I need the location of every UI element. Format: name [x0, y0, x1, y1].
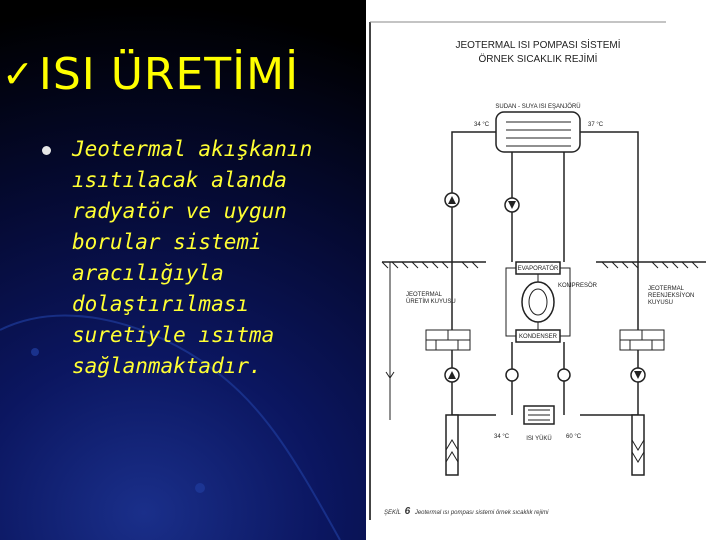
evaporator-label: EVAPORATÖR — [517, 266, 559, 272]
schematic-diagram — [366, 0, 720, 540]
well-label-line: JEOTERMAL — [406, 292, 443, 298]
exchanger-label: SUDAN - SUYA ISI EŞANJÖRÜ — [495, 104, 581, 110]
figure-title-line1: JEOTERMAL ISI POMPASI SİSTEMİ — [455, 40, 621, 51]
well-label-line: JEOTERMAL — [648, 286, 685, 292]
slide-title-text: ISI ÜRETİMİ — [38, 48, 300, 100]
production-well-label — [406, 292, 456, 305]
well-label-line: ÜRETİM KUYUSU — [406, 299, 456, 305]
reinjection-well-label — [648, 286, 694, 306]
production-well — [446, 415, 458, 475]
reinjection-well — [632, 415, 644, 475]
figure-title-line2: ÖRNEK SICAKLIK REJİMİ — [478, 54, 598, 65]
pump-icon-6 — [558, 369, 570, 381]
compressor — [522, 282, 554, 322]
well-label-line: KUYUSU — [648, 300, 674, 306]
temp-left-bottom: 34 °C — [494, 434, 510, 440]
heatpump-left-loop — [506, 268, 516, 336]
bullet-dot-icon — [42, 146, 51, 155]
schematic-figure — [366, 0, 720, 540]
consumer-label: ISI YÜKÜ — [526, 436, 552, 442]
bullet-text: Jeotermal akışkanın ısıtılacak alanda radyatör ve uygun borular sistemi aracılığıyla dolaştırılması suretiyle ısıtma sağlanmaktadır. — [72, 137, 313, 378]
temp-right-bottom: 60 °C — [566, 434, 582, 440]
slide-title — [2, 44, 299, 104]
caption-text: Jeotermal ısı pompası sistemi örnek sıcaklık rejimi — [414, 510, 549, 516]
condenser-label: KONDENSER — [518, 334, 558, 340]
pump-icon-5 — [506, 369, 518, 381]
well-label-line: REENJEKSİYON — [648, 293, 695, 299]
heatpump-right-loop — [560, 268, 570, 336]
compressor-label: KOMPRESÖR — [558, 283, 598, 289]
figure-caption — [384, 506, 549, 517]
caption-number: 6 — [404, 506, 411, 517]
outer-right-pipe — [580, 132, 638, 415]
checkmark-icon: ✓ — [2, 52, 35, 96]
temp-left-top: 34 °C — [474, 122, 490, 128]
caption-prefix: ŞEKİL — [384, 510, 401, 516]
temp-right-top: 37 °C — [588, 122, 604, 128]
